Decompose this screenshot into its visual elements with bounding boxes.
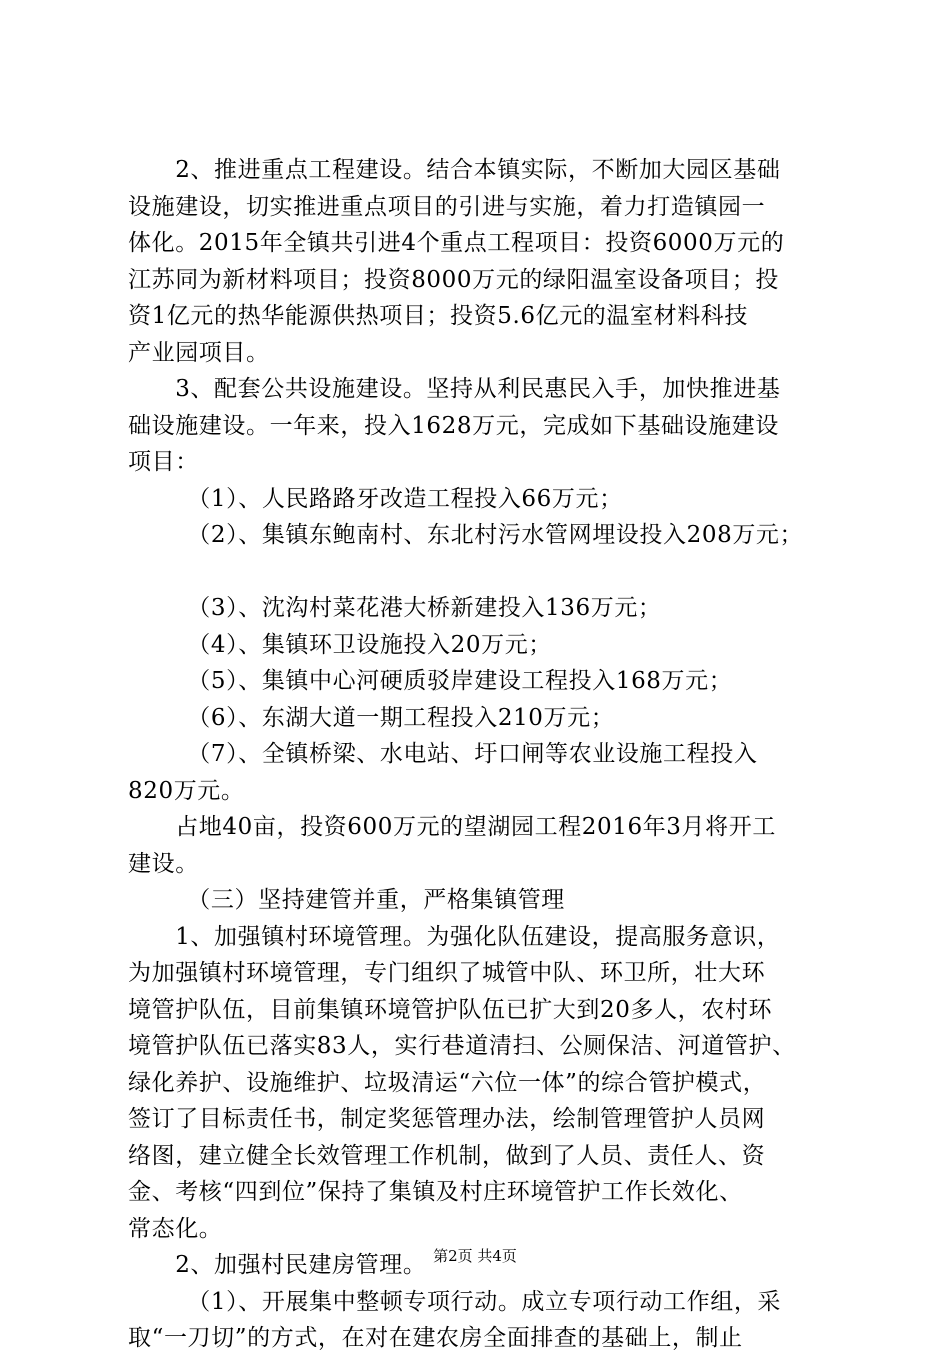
paragraph-line: 金、考核“四到位”保持了集镇及村庄环境管护工作长效化、 bbox=[128, 1179, 743, 1205]
paragraph-line: 境管护队伍已落实83人，实行巷道清扫、公厕保洁、河道管护、 bbox=[128, 1033, 796, 1059]
paragraph-line: 3、配套公共设施建设。坚持从利民惠民入手，加快推进基 bbox=[128, 376, 781, 402]
paragraph-line: 设施建设，切实推进重点项目的引进与实施，着力打造镇园一 bbox=[128, 193, 766, 220]
paragraph-line: 绿化养护、设施维护、垃圾清运“六位一体”的综合管护模式， bbox=[128, 1069, 767, 1096]
paragraph-line: 产业园项目。 bbox=[128, 339, 270, 366]
paragraph-line: 1、加强镇村环境管理。为强化队伍建设，提高服务意识， bbox=[128, 923, 781, 950]
paragraph-line: 境管护队伍，目前集镇环境管护队伍已扩大到20多人，农村环 bbox=[128, 996, 773, 1023]
document-body bbox=[128, 152, 848, 1357]
list-item-line: （5）、集镇中心河硬质驳岸建设工程投入168万元； bbox=[128, 668, 733, 694]
paragraph-line: 占地40亩，投资600万元的望湖园工程2016年3月将开工 bbox=[128, 814, 776, 840]
list-item-line: （6）、东湖大道一期工程投入210万元； bbox=[128, 704, 615, 731]
list-item-line: （7）、全镇桥梁、水电站、圩口闸等农业设施工程投入 bbox=[128, 741, 758, 767]
section-heading: （三）坚持建管并重，严格集镇管理 bbox=[128, 887, 565, 913]
paragraph-line: 2、推进重点工程建设。结合本镇实际，不断加大园区基础 bbox=[128, 157, 781, 183]
list-item-line: （1）、开展集中整顿专项行动。成立专项行动工作组，采 bbox=[128, 1288, 782, 1315]
paragraph-line: 络图，建立健全长效管理工作机制，做到了人员、责任人、资 bbox=[128, 1142, 766, 1169]
paragraph-line: 体化。2015年全镇共引进4个重点工程项目：投资6000万元的 bbox=[128, 230, 785, 256]
list-item-line: （4）、集镇环卫设施投入20万元； bbox=[128, 631, 552, 658]
blank-line bbox=[128, 554, 848, 591]
paragraph-line: 项目： bbox=[128, 449, 199, 475]
paragraph-line: 2、加强村民建房管理。 bbox=[128, 1252, 427, 1278]
paragraph-line: 础设施建设。一年来，投入1628万元，完成如下基础设施建设 bbox=[128, 412, 779, 439]
list-item-line: （2）、集镇东鲍南村、东北村污水管网埋设投入208万元； bbox=[128, 522, 804, 548]
list-item-line: （3）、沈沟村菜花港大桥新建投入136万元； bbox=[128, 595, 662, 621]
list-item-line: （1）、人民路路牙改造工程投入66万元； bbox=[128, 485, 623, 512]
paragraph-line: 常态化。 bbox=[128, 1215, 223, 1242]
paragraph-line: 资1亿元的热华能源供热项目；投资5.6亿元的温室材料科技 bbox=[128, 303, 749, 329]
paragraph-line: 取“一刀切”的方式，在对在建农房全面排查的基础上，制止 bbox=[128, 1325, 743, 1351]
list-item-line: 820万元。 bbox=[128, 777, 245, 804]
paragraph-line: 建设。 bbox=[128, 850, 199, 877]
page-number-footer: 第2页 共4页 bbox=[433, 1247, 517, 1265]
paragraph-line: 签订了目标责任书，制定奖惩管理办法，绘制管理管护人员网 bbox=[128, 1106, 766, 1132]
paragraph-line: 江苏同为新材料项目；投资8000万元的绿阳温室设备项目；投 bbox=[128, 266, 779, 293]
paragraph-line: 为加强镇村环境管理，专门组织了城管中队、环卫所，壮大环 bbox=[128, 960, 766, 986]
